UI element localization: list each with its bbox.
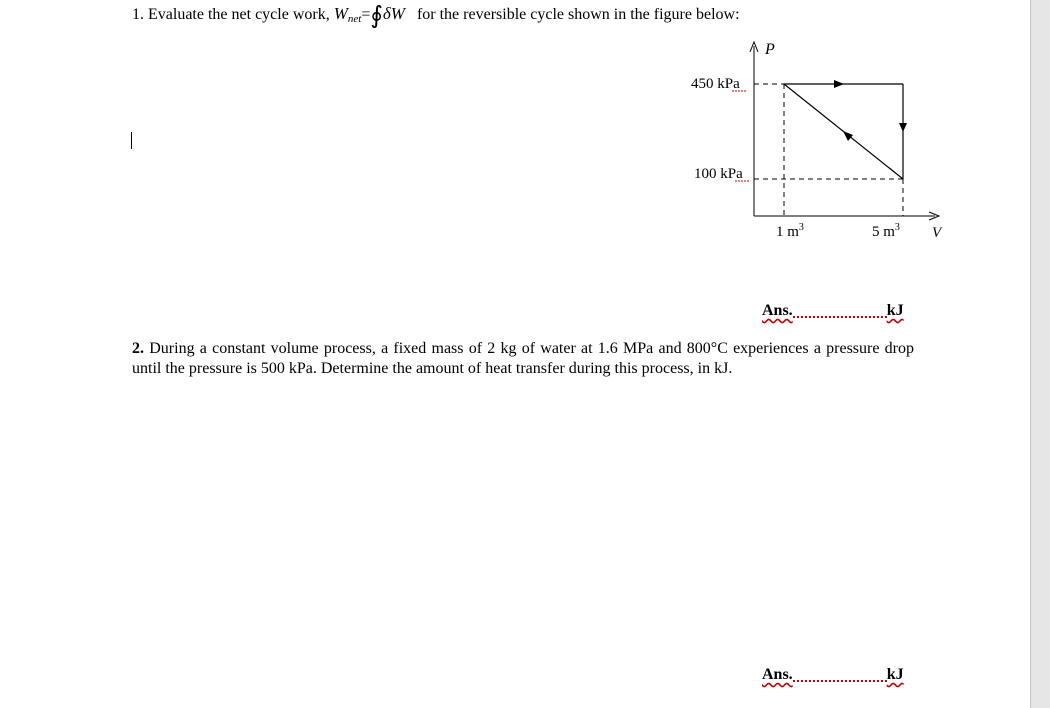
v-low-label: 1 $m^3$	[776, 222, 804, 240]
pv-diagram	[680, 30, 960, 245]
equals-sign: =	[361, 6, 371, 23]
p-low-label: 100 kPa	[694, 166, 743, 182]
v-high-label: 5 $m^3$	[872, 222, 900, 240]
question-2	[132, 339, 914, 379]
answer-1-blank[interactable]	[793, 315, 887, 318]
w-subscript: net	[347, 13, 362, 25]
question-1-prefix: 1. Evaluate the net cycle work,	[132, 6, 330, 23]
answer-2-unit: kJ	[886, 666, 904, 683]
answer-1-line	[762, 302, 904, 320]
question-1-suffix: for the reversible cycle shown in the figure below:	[416, 6, 740, 23]
answer-1-label: Ans.	[762, 302, 793, 319]
answer-2-label: Ans.	[762, 666, 793, 683]
answer-2-blank[interactable]	[793, 679, 887, 682]
p-axis-label: P	[765, 41, 775, 58]
delta-w-symbol: δW	[382, 4, 405, 23]
answer-1-unit: kJ	[886, 302, 904, 319]
question-2-number: 2.	[132, 340, 144, 357]
cyclic-integral-symbol: ∮	[370, 3, 383, 29]
p-high-label: 450 kPa	[691, 76, 740, 92]
question-2-text: During a constant volume process, a fixed mass of 2 kg of water at 1.6 MPa and 800°C experiences a pressure drop until the pressure is 500 kPa. Determine the amount of heat transfer during this process, in kJ.	[132, 340, 915, 377]
cycle-arrow-1-2	[834, 80, 844, 88]
w-symbol: W	[333, 4, 348, 23]
cycle-arrow-3-1	[843, 131, 853, 141]
v-axis-label: V	[932, 225, 942, 241]
answer-2-line	[762, 666, 904, 684]
question-1	[132, 3, 740, 30]
cycle-arrow-2-3	[899, 123, 907, 132]
text-cursor	[131, 132, 132, 149]
